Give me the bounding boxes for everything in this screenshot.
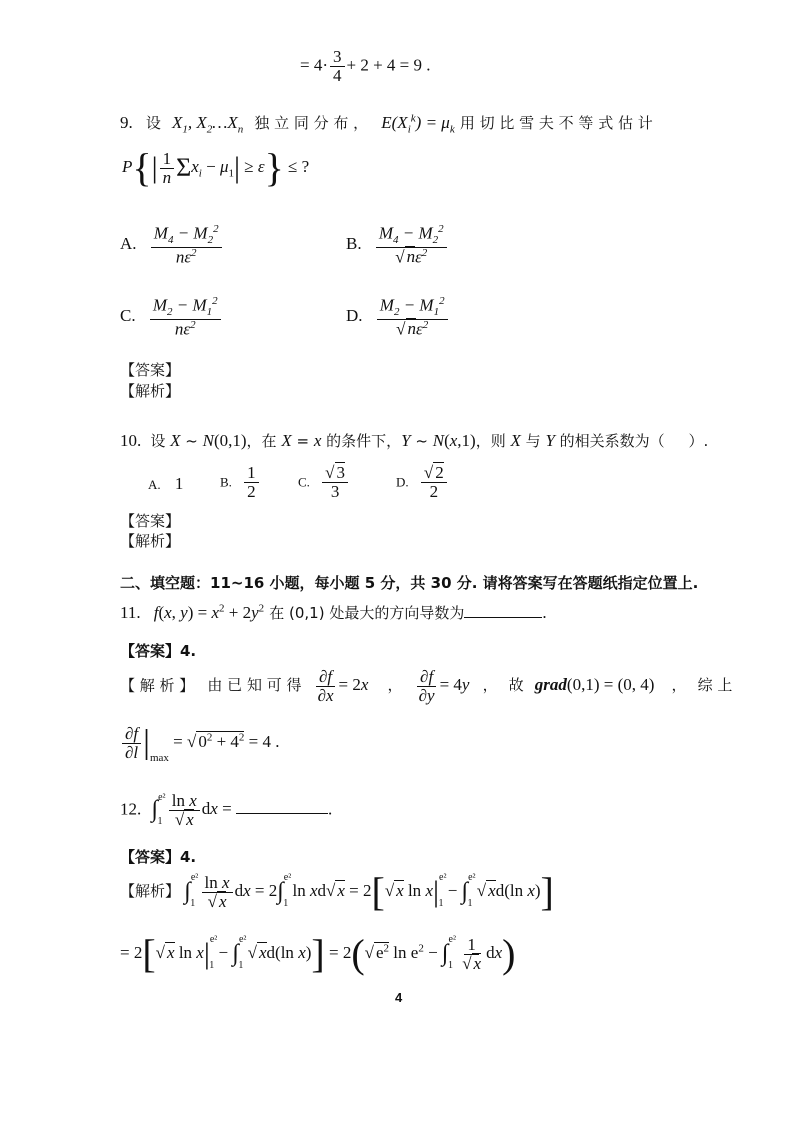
q10-option-c: C. $\frac{√ 3}{3}$ [298, 464, 350, 501]
q10-option-a [148, 474, 183, 494]
top-equation: = 4· $\frac{3}{4}$ + 2 + 4 = 9 . [300, 47, 431, 85]
q10-stem-text: 设 X ~ N(0,1)，在 X = x 的条件下，Y ~ N(x,1)，则 X 与 Y 的相关系数为（ ）. [150, 431, 709, 450]
q9-expectation: $E(X_i^k) = \mu_k$ [381, 112, 455, 136]
q12-integral: ∫$^{e^2}_1$ $\frac{\text{ln x}}{√ x}$ dx = [151, 791, 236, 829]
q11-stem: 11. f(x, $y) = x^2 + 2y^2$ 在 (0,1) 处最大的方向导数为 . [120, 602, 547, 622]
q10-analysis: 【解析】 [120, 532, 181, 550]
q11-number: 11. [120, 603, 141, 622]
q11-partial-x: $\frac{\partial f}{\partial x}$ = 2x [317, 667, 369, 705]
q10-answer: 【答案】 [120, 512, 181, 530]
q11-analysis-line: 【 解 析 】 由 已 知 可 得 $\frac{\partial f}{\partial x}$ = 2x ， $\frac{\partial f}{\partial y}$ = 4y ， 故 grad(0,1) = (0, 4) ， 综 上 [120, 667, 733, 705]
q12-analysis-label: 【解析】 [120, 881, 181, 900]
q10-option-d: D. $\frac{√ 2}{2}$ [396, 464, 449, 501]
q9-vars: $X_1$, $X_2\dots X_n$ [171, 113, 244, 136]
q9-answer: 【答案】 [120, 361, 181, 379]
q10-number: 10. [120, 431, 142, 450]
q9-option-d: D. $\frac{M_2 - M_1^2}{√ n\varepsilon^2}$ [346, 296, 450, 338]
q11-function-body: (x, $y) = x^2 + 2y^2$ [158, 602, 265, 622]
section-2-title: 二、填空题：11~16 小题，每小题 5 分，共 30 分. 请将答案写在答题纸指定位置上. [120, 574, 699, 592]
q10-option-b-label: B. [220, 474, 232, 490]
q11-summary: 综 上 [697, 676, 733, 695]
q10-option-a-value: 1 [174, 474, 184, 493]
q11-partial-y: $\frac{\partial f}{\partial y}$ = 4y [418, 667, 470, 705]
q9-stem-prefix: 设 [145, 114, 161, 132]
q9-option-d-label: D. [346, 305, 363, 325]
q11-blank [464, 603, 542, 618]
q12-analysis-line-2: = 2[√ x $\ln x|^{e^2}_1 - \int^{e^2}_1$ √ xd(ln x)] = 2(√ $e^2$ $\ln e^2 - \int^{e^2}_1$ $\frac{1}{√ x}$ dx) [120, 931, 516, 976]
q11-answer: 【答案】4. [120, 642, 197, 660]
q11-function: f [153, 603, 159, 622]
q9-stem [120, 112, 690, 135]
q10-option-b: B. $\frac{1}{2}$ [220, 464, 261, 501]
q10-option-a-label: A. [148, 477, 161, 492]
q9-option-c-label: C. [120, 305, 136, 325]
q12-analysis-line-1: 【解析】 ∫$^{e^2}_1$ $\frac{\text{ln x}}{√ x}$ dx = 2∫$^{e^2}_1$ ln xd√ x = 2[√ x $\ln x|^{e^2}_1 - \int^{e^2}_1$ √ xd(ln x)] [120, 869, 554, 914]
q12-answer: 【答案】4. [120, 848, 197, 866]
q12-blank [236, 799, 328, 814]
page-number: 4 [395, 990, 403, 1005]
q9-option-b: B. $\frac{M_4 - M_2^2}{√ n\varepsilon^2}$ [346, 224, 449, 266]
q11-stem-text: 在 (0,1) 处最大的方向导数为 [269, 604, 465, 622]
q12-stem: 12. ∫$^{e^2}_1$ $\frac{\text{ln x}}{√ x}$ dx = . [120, 791, 333, 829]
q10-option-c-label: C. [298, 474, 310, 490]
q9-probability: P{| $\frac{1}{n}$ $\Sigma x_i - \mu_1| \ge \varepsilon$} ≤ ? [122, 145, 310, 190]
q10-stem [120, 430, 708, 451]
q9-number: 9. [120, 113, 133, 132]
q9-option-b-label: B. [346, 233, 362, 253]
q10-option-d-label: D. [396, 474, 409, 490]
q9-stem-mid: 独 立 同 分 布 ， [254, 114, 369, 132]
q12-number: 12. [120, 799, 142, 819]
q9-option-c: C. $\frac{M_2 - M_1^2}{n\varepsilon^2}$ [120, 296, 223, 338]
q9-option-a-label: A. [120, 233, 137, 253]
q11-analysis-label: 【 解 析 】 [120, 676, 195, 695]
q9-option-a: A. $\frac{M_4 - M_2^2}{n\varepsilon^2}$ [120, 224, 224, 266]
q9-analysis: 【解析】 [120, 382, 181, 400]
q11-grad-prefix: 故 [508, 676, 524, 695]
q11-analysis-text: 由 已 知 可 得 [207, 676, 302, 695]
q11-conclusion: $\frac{\partial f}{\partial l}$ $|_{max}$ = √ $0^2 + 4^2 = 4$ . [120, 724, 280, 764]
q11-gradient: grad(0,1) = (0, 4) [534, 675, 655, 695]
q9-stem-suffix: 用 切 比 雪 夫 不 等 式 估 计 [459, 114, 653, 132]
